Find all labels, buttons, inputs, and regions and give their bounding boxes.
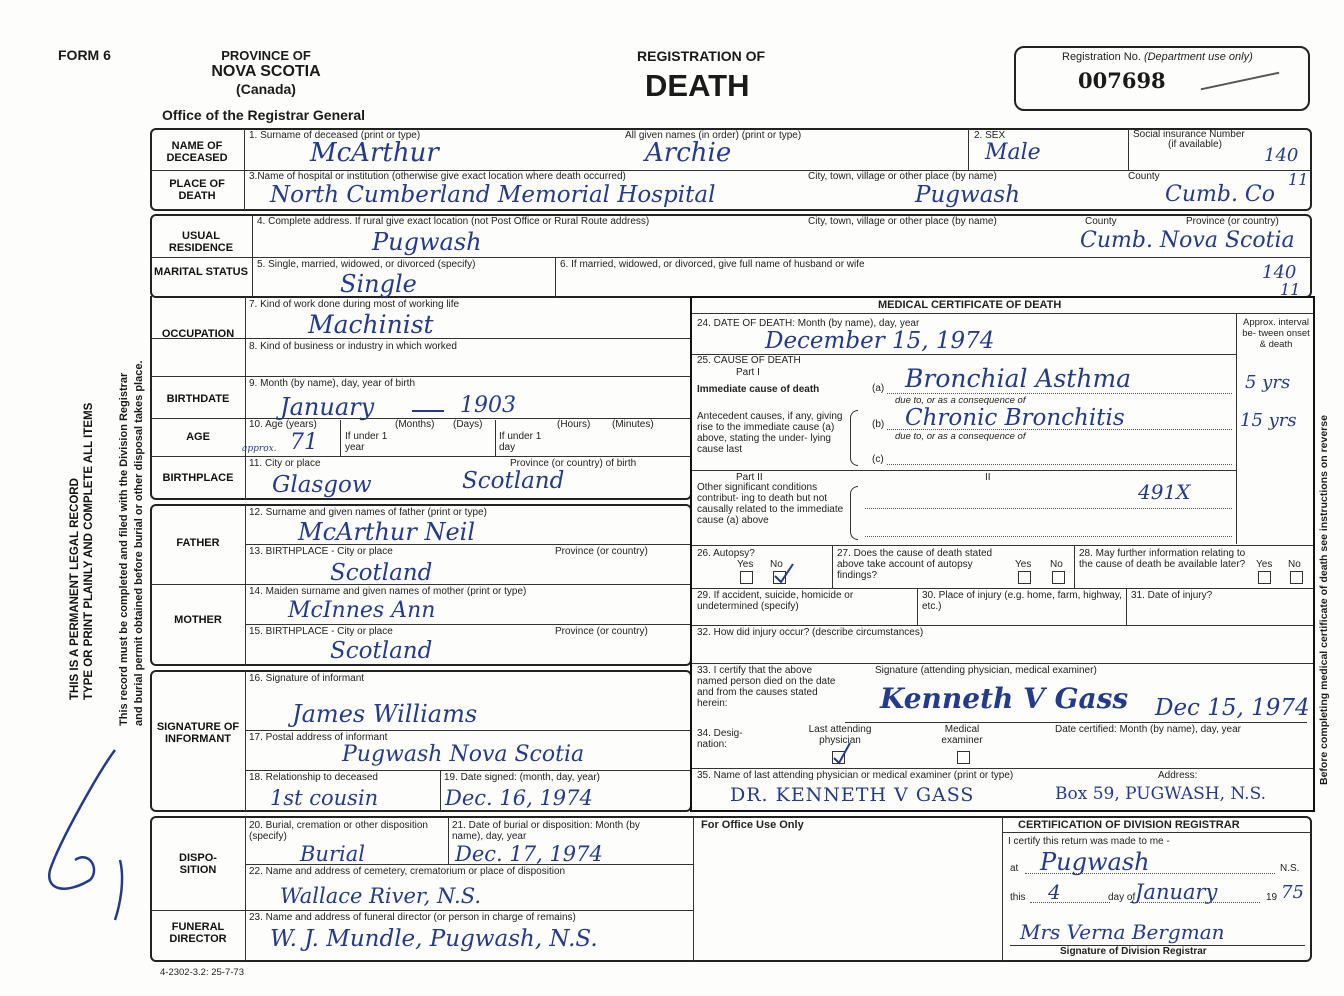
form-number: FORM 6 — [58, 47, 111, 63]
hospital-value: North Cumberland Memorial Hospital — [270, 182, 716, 208]
surname-value: McArthur — [310, 138, 439, 168]
field-4d-label: Province (or country) — [1186, 216, 1279, 227]
field-3-label: 3.Name of hospital or institution (otherwise give exact location where death occurred) — [249, 171, 626, 182]
certified-date-value: Dec 15, 1974 — [1155, 695, 1310, 721]
field-1-label: 1. Surname of deceased (print or type) — [249, 130, 421, 141]
field-10b-label: (Months) — [395, 419, 435, 430]
label-age: AGE — [186, 431, 210, 443]
registrar-this: this — [1010, 892, 1026, 903]
label-marital-status: MARITAL STATUS — [154, 266, 248, 278]
field-33-label: 33. I certify that the above named person died on the date and from the causes stated herein: — [697, 665, 836, 709]
under-1-day: If under 1 day — [499, 431, 542, 453]
field-13-label: 13. BIRTHPLACE - City or place — [249, 546, 393, 557]
father-value: McArthur Neil — [298, 518, 476, 546]
registrar-signature: Mrs Verna Bergman — [1020, 920, 1225, 944]
registrar-year-prefix: 19 — [1266, 892, 1278, 903]
field-2-label: 2. SEX — [974, 130, 1006, 141]
marital-value: Single — [340, 270, 417, 298]
birth-year-value: 1903 — [460, 393, 516, 418]
q27-no-checkbox[interactable] — [1052, 571, 1065, 584]
field-25-label: 25. CAUSE OF DEATH — [697, 355, 801, 366]
mother-birthplace-value: Scotland — [330, 638, 433, 664]
mother-value: McInnes Ann — [288, 598, 436, 623]
birth-city-value: Glasgow — [272, 472, 372, 498]
field-28-label: 28. May further information relating to the cause of death be available later? — [1079, 548, 1246, 570]
antecedent-brace — [850, 410, 858, 466]
legal-record-text: THIS IS A PERMANENT LEGAL RECORD TYPE OR PRINT PLAINLY AND COMPLETE ALL ITEMS — [69, 402, 95, 700]
registration-of: REGISTRATION OF — [637, 48, 766, 64]
field-8-label: 8. Kind of business or industry in which worked — [249, 341, 457, 352]
field-6-label: 6. If married, widowed, or divorced, give full name of husband or wife — [560, 259, 865, 270]
filing-instructions: This record must be completed and filed with the Division Registrar and burial permit obtained before burial or other disposal takes place. — [118, 360, 145, 726]
under-1-year: If under 1 year — [345, 431, 388, 453]
physician-name-value: DR. KENNETH V GASS — [730, 784, 975, 806]
city-of-death-value: Pugwash — [915, 182, 1021, 208]
physician-signature: Kenneth V Gass — [880, 682, 1129, 715]
date-signed-value: Dec. 16, 1974 — [445, 786, 593, 810]
field-22-label: 22. Name and address of cemetery, crematorium or place of disposition — [249, 866, 566, 877]
part-1-label: Part I — [736, 367, 760, 378]
part-2-label: Part II — [736, 472, 763, 483]
cause-a-value: Bronchial Asthma — [905, 364, 1132, 393]
birth-country-value: Scotland — [462, 468, 565, 494]
sin-code2: 11 — [1288, 170, 1309, 189]
field-15b-label: Province (or country) — [555, 626, 648, 637]
field-21-label: 21. Date of burial or disposition: Month (by name), day, year — [452, 820, 640, 842]
field-14-label: 14. Maiden surname and given names of mother (print or type) — [249, 586, 527, 597]
last-attending-label: Last attending physician — [808, 724, 872, 746]
reg-no-mark — [1201, 72, 1280, 91]
province-line1: PROVINCE OF — [221, 48, 311, 63]
field-29-label: 29. If accident, suicide, homicide or undetermined (specify) — [697, 590, 854, 612]
field-4b-label: City, town, village or other place (by name) — [808, 216, 997, 227]
field-3c-label: County — [1128, 171, 1160, 182]
given-names-value: Archie — [645, 138, 732, 168]
label-birthplace: BIRTHPLACE — [162, 472, 234, 484]
approx-interval-label: Approx. interval be- tween onset & death — [1242, 317, 1310, 350]
q27-yes-checkbox[interactable] — [1018, 571, 1031, 584]
birth-month-value: January — [280, 393, 375, 421]
code-140: 140 — [1262, 262, 1297, 283]
disposition-value: Burial — [300, 842, 365, 866]
office-title: Office of the Registrar General — [162, 107, 366, 123]
relationship-value: 1st cousin — [270, 786, 379, 810]
occupation-value: Machinist — [308, 310, 434, 339]
office-use-label: For Office Use Only — [701, 819, 804, 831]
code-491x: 491X — [1138, 480, 1191, 504]
label-usual-residence: USUAL RESIDENCE — [168, 230, 234, 254]
field-17-label: 17. Postal address of informant — [249, 732, 388, 743]
field-1b-label: All given names (in order) (print or type) — [625, 130, 802, 141]
label-funeral-director: FUNERAL DIRECTOR — [169, 921, 227, 945]
label-birthdate: BIRTHDATE — [166, 393, 230, 405]
cause-b-value: Chronic Bronchitis — [905, 405, 1125, 431]
field-13b-label: Province (or country) — [555, 546, 648, 557]
field-4-label: 4. Complete address. If rural give exact location (not Post Office or Rural Route address) — [257, 216, 650, 227]
autopsy-no: No — [770, 559, 783, 570]
field-12-label: 12. Surname and given names of father (print or type) — [249, 507, 487, 518]
age-value: 71 — [290, 430, 318, 455]
reg-no-label: Registration No. (Department use only) — [1062, 51, 1253, 63]
q27-no: No — [1050, 559, 1063, 570]
field-26-label: 26. Autopsy? — [697, 548, 755, 559]
field-34-label: 34. Desig- nation: — [697, 728, 743, 750]
cause-b-marker: (b) — [872, 419, 885, 430]
sin-code: 140 — [1264, 145, 1299, 166]
field-10d-label: (Hours) — [557, 419, 591, 430]
sin-label2: (if available) — [1168, 139, 1222, 150]
label-place-of-death: PLACE OF DEATH — [169, 178, 225, 202]
registrar-month-value: January — [1135, 880, 1218, 904]
field-16-label: 16. Signature of informant — [249, 673, 365, 684]
last-attending-check-icon — [830, 740, 854, 766]
field-24-label: 24. DATE OF DEATH: Month (by name), day, year — [697, 318, 920, 329]
informant-value: James Williams — [292, 700, 478, 728]
county-of-death-value: Cumb. Co — [1165, 182, 1276, 207]
sex-value: Male — [985, 140, 1041, 165]
field-5-label: 5. Single, married, widowed, or divorced (specify) — [257, 259, 476, 270]
field-27-label: 27. Does the cause of death stated above take account of autopsy findings? — [837, 548, 993, 581]
part-2-numeral: II — [985, 472, 991, 483]
form-code: 4-2302-3.2: 25-7-73 — [160, 967, 244, 978]
margin-pen-mark — [20, 730, 140, 930]
field-7-label: 7. Kind of work done during most of working life — [249, 299, 460, 310]
label-name-of-deceased: NAME OF DECEASED — [166, 140, 228, 164]
province-line3: (Canada) — [236, 81, 296, 97]
autopsy-yes-checkbox[interactable] — [740, 571, 753, 584]
field-15-label: 15. BIRTHPLACE - City or place — [249, 626, 393, 637]
field-19-label: 19. Date signed: (month, day, year) — [444, 772, 601, 783]
age-note: approx. — [242, 444, 277, 454]
address-label: Address: — [1158, 770, 1198, 781]
medical-examiner-checkbox[interactable] — [957, 751, 970, 764]
autopsy-yes: Yes — [737, 559, 754, 570]
informant-address-value: Pugwash Nova Scotia — [342, 742, 585, 767]
registrar-ns: N.S. — [1280, 863, 1300, 874]
medical-title: MEDICAL CERTIFICATE OF DEATH — [878, 299, 1062, 311]
cemetery-value: Wallace River, N.S. — [280, 884, 482, 908]
residence-city-value: Pugwash — [372, 228, 482, 256]
due-to-a: due to, or as a consequence of — [895, 395, 1026, 406]
code-11: 11 — [1280, 280, 1301, 299]
label-father: FATHER — [176, 537, 220, 549]
registrar-cert-title: CERTIFICATION OF DIVISION REGISTRAR — [1018, 819, 1240, 831]
q27-yes: Yes — [1015, 559, 1032, 570]
death-date-value: December 15, 1974 — [765, 328, 995, 354]
reg-no-value: 007698 — [1078, 68, 1166, 93]
field-9-label: 9. Month (by name), day, year of birth — [249, 378, 416, 389]
field-23-label: 23. Name and address of funeral director (or person in charge of remains) — [249, 912, 576, 923]
father-birthplace-value: Scotland — [330, 560, 433, 586]
signature-attending-label: Signature (attending physician, medical examiner) — [875, 665, 1097, 676]
field-35-label: 35. Name of last attending physician or medical examiner (print or type) — [697, 770, 1014, 781]
field-3b-label: City, town, village or other place (by name) — [808, 171, 997, 182]
burial-date-value: Dec. 17, 1974 — [455, 842, 603, 866]
birth-dash — [412, 410, 444, 412]
label-mother: MOTHER — [174, 614, 222, 626]
physician-address-value: Box 59, PUGWASH, N.S. — [1055, 784, 1267, 804]
field-10e-label: (Minutes) — [612, 419, 654, 430]
q28-yes-checkbox[interactable] — [1258, 571, 1271, 584]
other-conditions-label: Other significant conditions contribut- ing to death but not causally related to the immediate cause (a) above — [697, 482, 844, 526]
registrar-day-value: 4 — [1048, 880, 1061, 904]
field-18-label: 18. Relationship to deceased — [249, 772, 378, 783]
field-11-label: 11. City or place — [249, 458, 321, 469]
field-10c-label: (Days) — [453, 419, 483, 430]
sin-label: Social insurance Number — [1133, 129, 1245, 140]
date-certified-label: Date certified: Month (by name), day, year — [1055, 724, 1242, 735]
field-4c-label: County — [1085, 216, 1117, 227]
label-occupation: OCCUPATION — [161, 328, 235, 340]
province-line2: NOVA SCOTIA — [211, 63, 321, 80]
field-31-label: 31. Date of injury? — [1131, 590, 1213, 601]
province-block — [186, 48, 346, 97]
registrar-certify-text: I certify this return was made to me - — [1008, 836, 1170, 847]
due-to-b: due to, or as a consequence of — [895, 431, 1026, 442]
interval-b-value: 15 yrs — [1240, 410, 1297, 431]
registrar-at: at — [1010, 863, 1019, 874]
right-margin-note: Before completing medical certificate of death see instructions on reverse — [1318, 415, 1330, 785]
label-signature-of-informant: SIGNATURE OF INFORMANT — [156, 721, 240, 745]
q28-no-checkbox[interactable] — [1290, 571, 1303, 584]
registrar-year-value: 75 — [1281, 882, 1304, 903]
residence-county-value: Cumb. Nova Scotia — [1080, 228, 1295, 253]
registrar-signature-label: Signature of Division Registrar — [1060, 946, 1207, 957]
antecedent-label: Antecedent causes, if any, giving rise to the immediate cause (a) above, stating the under- lying cause last — [697, 411, 843, 455]
medical-examiner-label: Medical examiner — [941, 724, 983, 746]
other-brace — [850, 486, 858, 540]
field-11b-label: Province (or country) of birth — [510, 458, 637, 469]
registrar-place-value: Pugwash — [1040, 848, 1150, 876]
field-20-label: 20. Burial, cremation or other disposition (specify) — [249, 820, 428, 842]
cause-a-marker: (a) — [872, 383, 885, 394]
autopsy-no-check-icon — [771, 560, 797, 586]
cause-c-marker: (c) — [872, 454, 884, 465]
field-30-label: 30. Place of injury (e.g. home, farm, highway, etc.) — [922, 590, 1122, 612]
q28-no: No — [1288, 559, 1301, 570]
field-32-label: 32. How did injury occur? (describe circumstances) — [697, 627, 924, 638]
death-title: DEATH — [645, 68, 750, 103]
funeral-director-value: W. J. Mundle, Pugwash, N.S. — [270, 926, 598, 952]
registrar-day-of: day of — [1108, 892, 1136, 903]
q28-yes: Yes — [1256, 559, 1273, 570]
label-disposition: DISPO- SITION — [179, 852, 217, 876]
interval-a-value: 5 yrs — [1245, 372, 1291, 393]
registration-number-box — [1014, 46, 1310, 111]
immediate-cause-label: Immediate cause of death — [697, 384, 820, 395]
field-10-label: 10. Age (years) — [249, 419, 317, 430]
